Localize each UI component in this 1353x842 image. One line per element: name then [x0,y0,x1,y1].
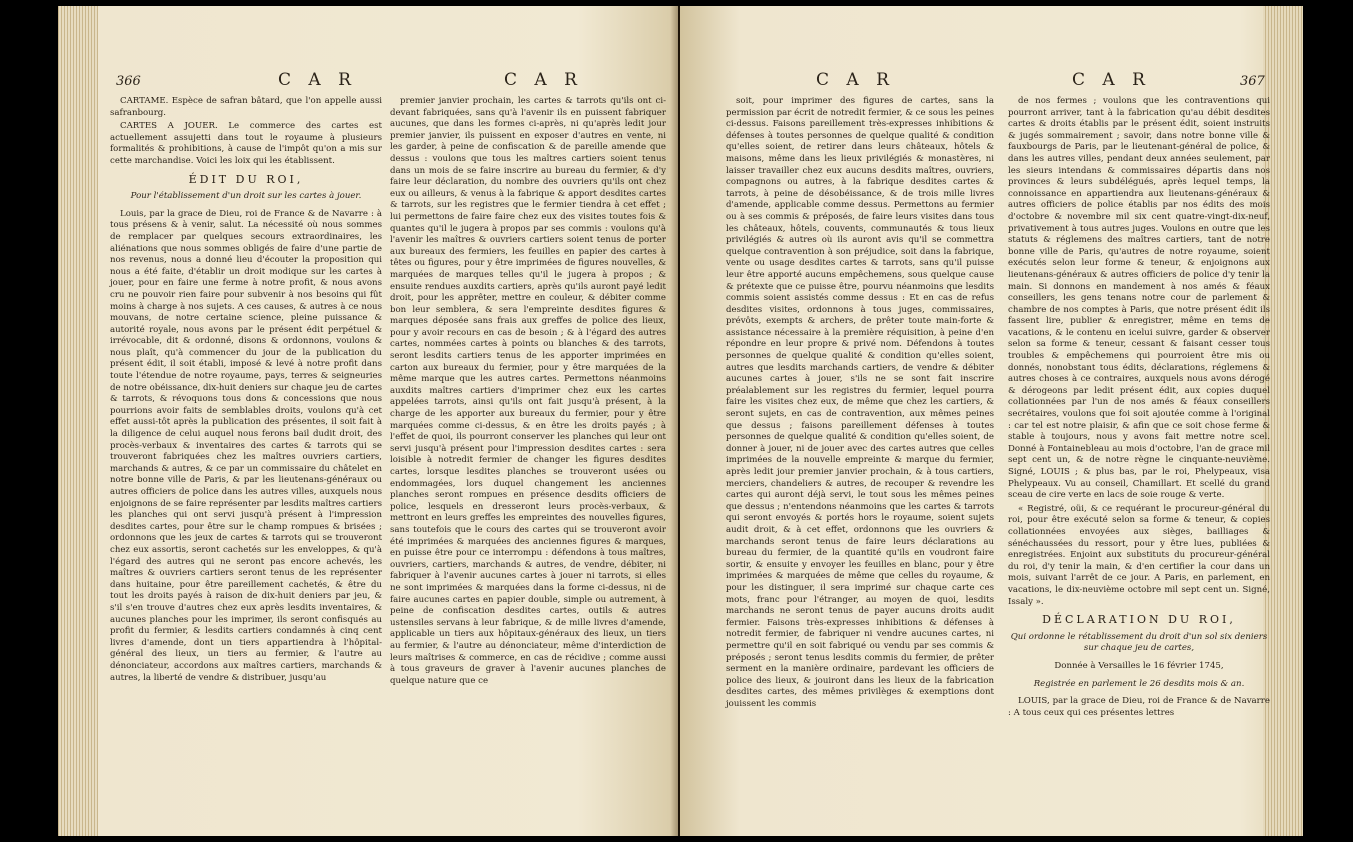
text-paragraph: Donnée à Versailles le 16 février 1745, [1054,660,1224,671]
section-title: DÉCLARATION DU ROI, [1042,613,1236,627]
page-number-right: 367 [1240,74,1265,89]
text-paragraph: Louis, par la grace de Dieu, roi de France & de Navarre : à tous présens & à venir, salut. La nécessité où nous sommes de remplacer par quelques secours extraordinaires, les aliénations que nous sommes obligés de faire d'une partie de nos revenus, nous a donné lieu d'écouter la proposition qui nous a été faite, d'établir un droit modique sur les cartes à jouer, pour en faire une ferme à notre profit, & nous avons cru ne pouvoir rien faire pour subvenir à nos besoins qui fût moins à charge à nos sujets. A ces causes, & autres à ce nous mouvans, de notre certaine science, pleine puissance & autorité royale, nous avons par le présent édit perpétuel & irrévocable, dit & ordonné, disons & ordonnons, voulons & nous plaît, qu'à commencer du jour de la publication du présent édit, il soit établi, imposé & levé à notre profit dans toute l'étendue de notre royaume, pays, terres & seigneuries de notre obéissance, dix-huit deniers sur chaque jeu de cartes & tarrots, & révoquons tous dons & concessions que nous pourrions avoir faits de semblables droits, voulons qu'à cet effet aussi-tôt après la publication des présentes, il soit fait à la diligence de celui auquel nous ferons bail dudit droit, des procès-verbaux & inventaires des cartes & tarrots qui se trouveront fabriquées chez les maîtres ouvriers cartiers, marchands & autres, & ce par un commissaire du châtelet en notre bonne ville de Paris, & par les lieutenans-généraux ou autres officiers de police dans les autres villes, auxquels nous enjoignons de se faire représenter par lesdits maîtres cartiers les planches qui ont servi jusqu'à présent à l'impression desdites cartes, pour être sur le champ rompues & brisées ; ordonnons que les jeux de cartes & tarrots qui se trouveront chez eux assortis, seront cachetés sur les enveloppes, & qu'à l'égard des autres qui ne seront pas encore achevés, les maîtres & ouvriers cartiers seront tenus de les représenter dans huitaine, pour être pareillement cachetés, & être du tout les droits payés à raison de dix-huit deniers par jeu, & s'il s'en trouve d'autres chez eux après lesdits inventaires, & aucunes planches pour les imprimer, ils seront confisqués au profit du fermier, & lesdits cartiers condamnés à cinq cent livres d'amende, dont un tiers appartiendra à l'hôpital-général des lieux, un tiers au fermier, & l'autre au dénonciateur, accordons aux maîtres cartiers, marchands & autres, la liberté de vendre & distribuer, jusqu'au [110,208,382,683]
text-paragraph: CARTAME. Espèce de safran bâtard, que l'on appelle aussi safranbourg. [110,96,382,118]
text-paragraph: « Registré, oüi, & ce requérant le procureur-général du roi, pour être exécuté selon sa forme & teneur, & copies collationnées envoyées aux sièges, bailliages & sénéchaussées du ressort, pour y être lues, publiées & enregistrées. Enjoint aux substituts du procureur-général du roi, d'y tenir la main, & d'en certifier la cour dans un mois, suivant l'arrêt de ce jour. A Paris, en parlement, en vacations, le dix-neuvième octobre mil sept cent un. Signé, Issaly ». [1008,503,1270,607]
text-paragraph: Pour l'établissement d'un droit sur les cartes à jouer. [130,191,362,202]
text-paragraph: CARTES A JOUER. Le commerce des cartes est actuellement assujetti dans tout le royaume à plusieurs formalités & prohibitions, à cause de l'impôt qu'on a mis sur cette marchandise. Voici les loix qui les établissent. [110,121,382,166]
text-paragraph: premier janvier prochain, les cartes & tarrots qu'ils ont ci-devant fabriquées, sans qu'à l'avenir ils en puissent fabriquer aucunes, que dans les formes ci-après, ni qu'après ledit jour premier janvier, ils puissent en exposer d'autres en vente, ni les garder, à peine de confiscation & de pareille amende que dessus : voulons que tous les maîtres cartiers soient tenus dans un mois de se faire inscrire au bureau du fermier, & d'y faire leur déclaration, du nombre des ouvriers qu'ils ont chez eux ou ailleurs, & venus à la fabrique & apport desdites cartes & tarrots, sur les registres que le fermier tiendra à cet effet ; lui permettons de faire faire chez eux des visites toutes fois & quantes qu'il le jugera à propos par ses commis : voulons qu'à l'avenir les maîtres & ouvriers cartiers soient tenus de porter aux bureaux des fermiers, les feuilles en papier des cartes à têtes ou figures, pour y être imprimées de figures nouvelles, & marquées de marques telles qu'il le jugera à propos ; & ensuite rendues auxdits cartiers, après qu'ils auront payé ledit droit, pour les apprêter, mettre en couleur, & débiter comme bon leur semblera, & sera l'empreinte desdites figures & marques déposée sans frais aux greffes de police des lieux, pour y avoir recours en cas de besoin ; & à l'égard des autres cartes, nommées cartes à points ou blanches & des tarrots, seront lesdits cartiers tenus de les apporter imprimées en carton aux bureaux du fermier, pour y être marquées de la même marque que les autres cartes. Permettons néanmoins auxdits maîtres cartiers d'imprimer chez eux les cartes appelées tarrots, ainsi qu'ils ont fait jusqu'à présent, à la charge de les apporter aux bureaux du fermier, pour y être marquées comme ci-dessus, & en être les droits payés ; à l'effet de quoi, ils pourront conserver les planches qui leur ont servi jusqu'à présent pour l'impression desdites cartes : sera loisible à notredit fermier de changer les figures desdites cartes, lorsque lesdites planches se trouveront usées ou endommagées, lors duquel changement les anciennes planches seront rompues en présence desdits officiers de police, lesquels en dresseront leurs procès-verbaux, & mettront en leurs greffes les empreintes des nouvelles figures, sans toutefois que le cours des cartes qui se trouveront avoir été imprimées & marquées des anciennes figures & marques, en puisse être pour ce interrompu : défendons à tous maîtres, ouvriers, cartiers, marchands & autres, de vendre, débiter, ni fabriquer à l'avenir aucunes cartes à jouer ni tarrots, si elles ne sont imprimées & marquées dans la forme ci-dessus, ni de faire aucunes cartes en papier double, simple ou autrement, à peine de confiscation desdites cartes, outils & autres ustensiles servans à leur fabrique, & de mille livres d'amende, applicable un tiers aux hôpitaux-généraux des lieux, un tiers au fermier, & l'autre au dénonciateur, même d'interdiction de leurs maîtrises & commerce, en cas de récidive ; comme aussi à tous graveurs de graver à l'avenir aucunes planches de quelque nature que ce [390,96,666,686]
text-paragraph: Qui ordonne le rétablissement du droit d'un sol six deniers sur chaque jeu de cartes, [1010,631,1268,654]
running-head-left-2: C A R [504,70,583,90]
running-head-right-1: C A R [816,70,895,90]
section-title: ÉDIT DU ROI, [188,172,304,186]
left-page-column-1 [110,96,382,686]
text-paragraph: soit, pour imprimer des figures de cartes, sans la permission par écrit de notredit fermier, & ce sous les peines ci-dessus. Faisons pareillement très-expresses inhibitions & défenses à toutes personnes de quelque qualité & condition qu'elles soient, de retirer dans leurs châteaux, hôtels & maisons, même dans les lieux privilégiés & monastères, ni laisser travailler chez eux aucuns desdits maîtres, ouvriers, compagnons ou autres, à la fabrique desdites cartes & tarrots, à peine de désobéissance, & de trois mille livres d'amende, applicable comme dessus. Permettons au fermier ou à ses commis & préposés, de faire leurs visites dans tous les châteaux, hôtels, couvents, communautés & tous lieux privilégiés & autres où ils auront avis qu'il se commettra quelque contravention à son préjudice, soit dans la fabrique, vente ou usage desdites cartes & tarrots, sans qu'il puisse leur être apporté aucuns empêchemens, sous quelque cause & prétexte que ce puisse être, pourvu néanmoins que lesdits commis soient assistés comme dessus : Et en cas de refus desdites visites, ordonnons à tous juges, commissaires, prévôts, exempts & archers, de prêter toute main-forte & assistance nécessaire à la première réquisition, à peine d'en répondre en leur propre & privé nom. Défendons à toutes personnes de quelque qualité & condition qu'elles soient, autres que lesdits marchands cartiers, de vendre & débiter aucunes cartes à jouer, s'ils ne se sont fait inscrire préalablement sur les registres du fermier, lequel pourra faire les visites chez eux, de même que chez les cartiers, & seront sujets, en cas de contravention, aux mêmes peines que dessus ; faisons pareillement défenses à toutes personnes de quelque qualité & condition qu'elles soient, de donner à jouer, ni de jouer avec des cartes autres que celles imprimées de la nouvelle empreinte & marque du fermier, après ledit jour premier janvier prochain, & à tous cartiers, merciers, chandeliers & autres, de recouper & revendre les cartes qui auront déjà servi, le tout sous les mêmes peines que dessus ; n'entendons néanmoins que les cartes & tarrots qui seront envoyés & portés hors le royaume, soient sujets audit droit, & à cet effet, ordonnons que les ouvriers & marchands seront tenus de faire leurs déclarations au bureau du fermier, de la quantité qu'ils en voudront faire sortir, & ensuite y envoyer les feuilles en blanc, pour y être imprimées & marquées de même que celles du royaume, & pour les distinguer, il sera imprimé sur chaque carte ces mots, franc pour l'étranger, au moyen de quoi, lesdits marchands ne seront tenus de payer aucuns droits audit fermier. Faisons très-expresses inhibitions & défenses à notredit fermier, de fabriquer ni vendre aucunes cartes, ni permettre qu'il en soit fabriqué ou vendu par ses commis & préposés ; seront tenus lesdits commis du fermier, de prêter serment en la manière ordinaire, pardevant les officiers de police des lieux, & jouiront dans les lieux de la fabrication desdites cartes, des mêmes privilèges & exemptions dont jouissent les commis [726,96,994,709]
text-paragraph: de nos fermes ; voulons que les contraventions qui pourront arriver, tant à la fabrication qu'au débit desdites cartes & droits établis par le présent édit, soient instruits & jugés sommairement ; savoir, dans notre bonne ville & fauxbourgs de Paris, par le lieutenant-général de police, & dans les autres villes, pendant deux années seulement, par les sieurs intendans & commissaires départis dans nos provinces & leurs subdélégués, après lequel temps, la connoissance en appartiendra aux lieutenans-généraux & autres officiers de police établis par nos édits des mois d'octobre & novembre mil six cent quatre-vingt-dix-neuf, privativement à tous autres juges. Voulons en outre que les statuts & réglemens des maîtres cartiers, tant de notre bonne ville de Paris, qu'autres de notre royaume, soient exécutés selon leur forme & teneur, & enjoignons aux lieutenans-généraux & autres officiers de police d'y tenir la main. Si donnons en mandement à nos amés & féaux conseillers, les gens tenans notre cour de parlement & chambre de nos comptes à Paris, que notre présent édit ils fassent lire, publier & enregistrer, même en tems de vacations, & le contenu en icelui suivre, garder & observer selon sa forme & teneur, cessant & faisant cesser tous troubles & empêchemens qui pourroient être mis ou donnés, nonobstant tous édits, déclarations, réglemens & autres choses à ce contraires, auxquels nous avons dérogé & dérogeons par ledit présent édit, aux copies duquel collationnées par l'un de nos amés & féaux conseillers secrétaires, voulons que foi soit ajoutée comme à l'original : car tel est notre plaisir, & afin que ce soit chose ferme & stable à toujours, nous y avons fait mettre notre scel. Donné à Fontainebleau au mois d'octobre, l'an de grace mil sept cent un, & de notre règne le cinquante-neuvième. Signé, LOUIS ; & plus bas, par le roi, Phelypeaux, visa Phelypeaux. Vu au conseil, Chamillart. Et scellé du grand sceau de cire verte en lacs de soie rouge & verte. [1008,96,1270,501]
right-page-column-2 [1008,96,1270,721]
text-paragraph: Registrée en parlement le 26 desdits mois & an. [1033,678,1245,689]
running-head-right-2: C A R [1072,70,1151,90]
text-paragraph: LOUIS, par la grace de Dieu, roi de France & de Navarre : A tous ceux qui ces présentes lettres [1008,696,1270,718]
open-book [58,6,1303,836]
right-page-column-1 [726,96,994,712]
left-page-column-2 [390,96,666,689]
left-page-edges [58,6,98,836]
left-page [58,6,678,836]
right-page [680,6,1303,836]
running-head-left-1: C A R [278,70,357,90]
page-number-left: 366 [116,74,141,89]
